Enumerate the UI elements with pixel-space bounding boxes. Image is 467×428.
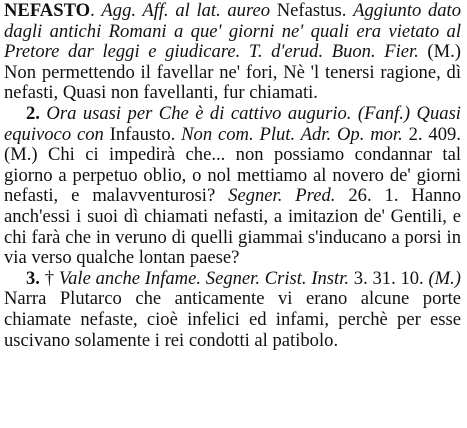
headword: NEFASTO <box>4 0 91 21</box>
citation-source: Plut. Adr. Op. mor. <box>259 123 403 145</box>
definition-continued: Quasi equivoco con <box>4 102 461 145</box>
usage-note: Non com. <box>181 123 254 145</box>
sense-2 <box>4 104 461 269</box>
definition: Ora usasi per Che è di cattivo augurio. <box>46 102 352 124</box>
sense-1: NEFASTO. Agg. Aff. al lat. aureo Nefastus. Aggiunto dato dagli antichi Romani a que' giorni ne' quali era vietato al Pretore dar leggi e giudicare. T. d'erud. Buon. Fier. (M.) Non permettendo il favellar ne' fori, Nè 'l tenersi ragione, dì nefasti, Quasi non favellanti, fur chiamati. <box>4 0 461 104</box>
citation-quote: Narra Plutarco che anticamente vi erano alcune porte chiamate nefaste, cioè infelici ed infami, perchè per esse uscivano solamente i rei condotti al patibolo. <box>4 288 461 351</box>
sense-number: 2. <box>26 102 40 124</box>
sense-3 <box>4 269 461 351</box>
citation-reference: 3. 31. 10. <box>353 267 424 289</box>
citation-quote: Chi ci impedirà che... non possiamo condannar tal giorno a perpetuo oblio, o nol mettiamo al novero de' giorni nefasti, e malavventurosi? <box>4 144 462 207</box>
citation-quote: Hanno anch'essi i suoi dì chiamati nefasti, a imitazion de' Gentili, e chi farà che in veruno di quelli giammai s'inducano a porsi in via verso qualche lontan paese? <box>4 185 461 269</box>
citation-marker: (M.) <box>4 144 38 166</box>
reference-fanf: (Fanf.) <box>357 102 411 124</box>
citation-reference: 26. 1. <box>348 185 399 207</box>
citation-reference: 2. 409. <box>408 123 461 145</box>
citation-marker: (M.) <box>427 41 461 63</box>
grammar-note: Agg. Aff. al lat. aureo <box>101 0 271 21</box>
citation-source: Segner. Crist. Instr. <box>205 267 350 289</box>
definition: Aggiunto dato dagli antichi Romani a que' giorni ne' quali era vietato al Pretore dar leggi e giudicare. <box>4 0 461 63</box>
latin-etymon: Nefastus. <box>276 0 347 21</box>
citation-source: Segner. Pred. <box>228 185 336 207</box>
sense-number: 3. <box>26 267 40 289</box>
related-term: Infausto. <box>109 123 176 145</box>
definition: Vale anche Infame. <box>58 267 202 289</box>
citation-marker: (M.) <box>428 267 461 289</box>
citation-source: T. d'erud. Buon. Fier. <box>248 41 419 63</box>
dagger-mark: † <box>44 267 55 289</box>
citation-quote: Non permettendo il favellar ne' fori, Nè 'l tenersi ragione, dì nefasti, Quasi non favellanti, fur chiamati. <box>4 61 461 104</box>
